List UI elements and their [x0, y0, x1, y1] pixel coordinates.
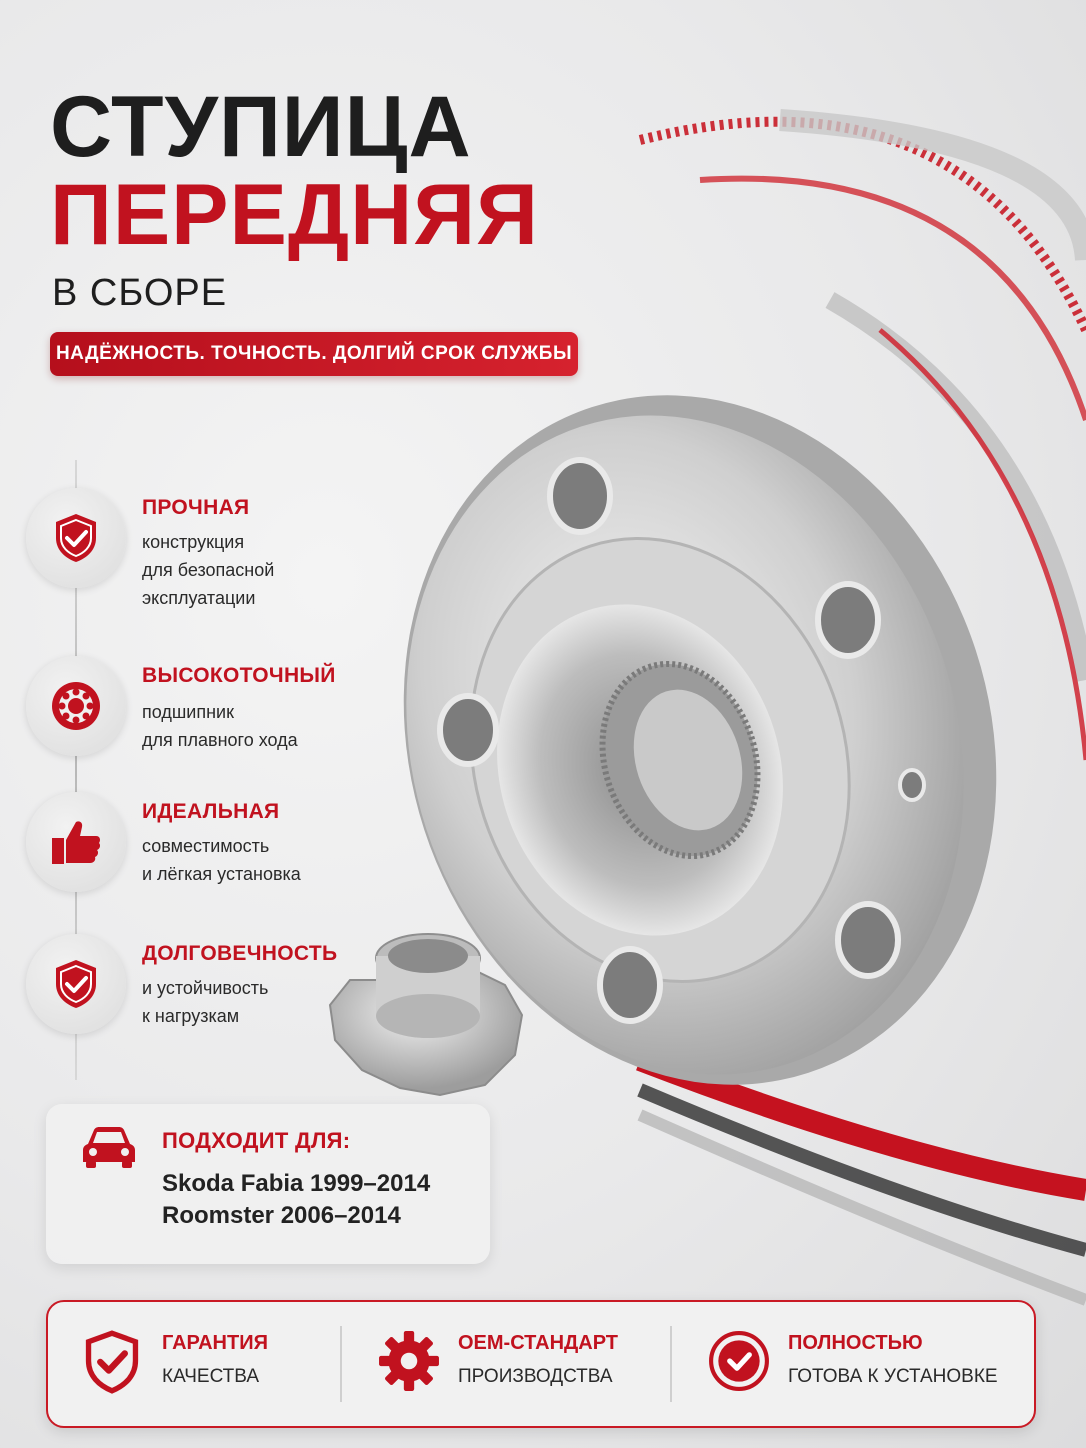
title-line-2: ПЕРЕДНЯЯ	[50, 167, 539, 263]
car-icon	[82, 1124, 136, 1168]
feature-line: для плавного хода	[142, 730, 298, 750]
compatibility-card	[46, 1104, 490, 1264]
compatible-model: Skoda Fabia 1999–2014	[162, 1170, 431, 1197]
benefit-title: ПОЛНОСТЬЮ	[788, 1332, 923, 1354]
feature-line: конструкция	[142, 532, 245, 552]
feature-item	[26, 656, 446, 766]
benefit-title: ГАРАНТИЯ	[162, 1332, 268, 1354]
feature-title: ВЫСОКОТОЧНЫЙ	[142, 664, 336, 687]
feature-icon-circle	[26, 792, 126, 892]
compatible-model: Roomster 2006–2014	[162, 1202, 401, 1229]
divider	[670, 1326, 672, 1402]
benefit-title: OEM-СТАНДАРТ	[458, 1332, 618, 1354]
benefit-subtitle: ГОТОВА К УСТАНОВКЕ	[788, 1366, 998, 1387]
benefits-bar	[46, 1300, 1036, 1428]
feature-line: и лёгкая установка	[142, 864, 301, 884]
feature-line: и устойчивость	[142, 978, 269, 998]
benefit-subtitle: КАЧЕСТВА	[162, 1366, 260, 1387]
shield-check-icon	[82, 1330, 142, 1394]
gear-icon	[378, 1330, 440, 1392]
benefit-subtitle: ПРОИЗВОДСТВА	[458, 1366, 613, 1387]
thumbs-up-icon	[48, 814, 104, 870]
shield-check-icon	[48, 956, 104, 1012]
check-circle-icon	[708, 1330, 770, 1392]
feature-line: совместимость	[142, 836, 270, 856]
shield-check-icon	[48, 510, 104, 566]
feature-line: подшипник	[142, 702, 234, 722]
divider	[340, 1326, 342, 1402]
feature-icon-circle	[26, 656, 126, 756]
feature-icon-circle	[26, 934, 126, 1034]
feature-line: к нагрузкам	[142, 1006, 240, 1026]
bearing-icon	[48, 678, 104, 734]
feature-item	[26, 792, 446, 902]
feature-title: ПРОЧНАЯ	[142, 496, 250, 519]
compatibility-title: ПОДХОДИТ ДЛЯ:	[162, 1128, 351, 1153]
feature-line: эксплуатации	[142, 588, 256, 608]
title-line-1: СТУПИЦА	[50, 79, 472, 175]
subtitle: В СБОРЕ	[52, 272, 228, 314]
tagline-badge: НАДЁЖНОСТЬ. ТОЧНОСТЬ. ДОЛГИЙ СРОК СЛУЖБЫ	[50, 332, 578, 376]
feature-item	[26, 488, 446, 608]
feature-item	[26, 934, 446, 1044]
feature-line: для безопасной	[142, 560, 275, 580]
feature-title: ИДЕАЛЬНАЯ	[142, 800, 280, 823]
feature-icon-circle	[26, 488, 126, 588]
feature-title: ДОЛГОВЕЧНОСТЬ	[142, 942, 338, 965]
